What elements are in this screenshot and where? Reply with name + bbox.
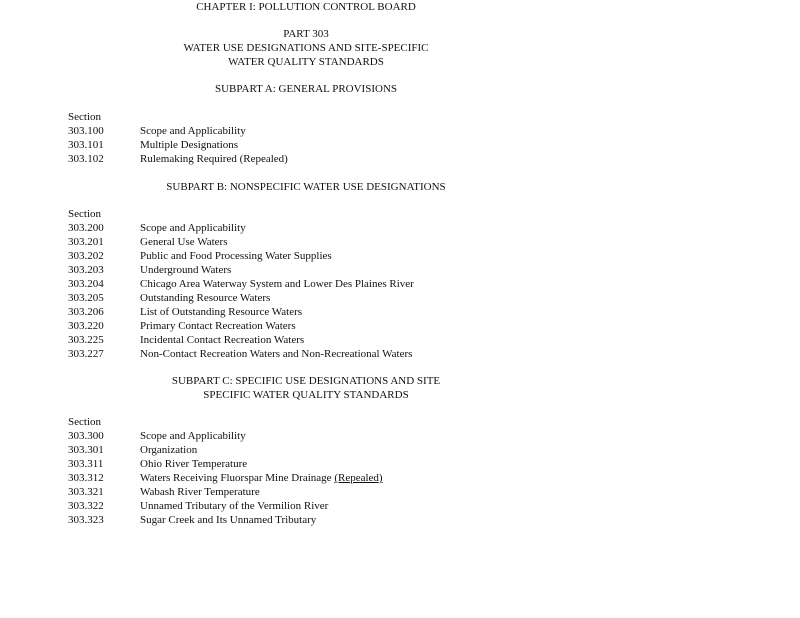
section-title: Non-Contact Recreation Waters and Non-Recreational Waters [140,348,413,360]
section-number: 303.312 [68,472,104,484]
section-title: Public and Food Processing Water Supplies [140,250,332,262]
subpart-c-section-label: Section [68,416,101,428]
section-number: 303.200 [68,222,104,234]
section-number: 303.100 [68,125,104,137]
section-number: 303.206 [68,306,104,318]
section-number: 303.321 [68,486,104,498]
chapter-heading: CHAPTER I: POLLUTION CONTROL BOARD [196,1,416,13]
subpart-a-heading: SUBPART A: GENERAL PROVISIONS [215,83,397,95]
section-title: Incidental Contact Recreation Waters [140,334,305,346]
section-number: 303.203 [68,264,104,276]
section-title: Chicago Area Waterway System and Lower Des Plaines River [140,278,414,290]
section-number: 303.323 [68,514,104,526]
subpart-b-heading: SUBPART B: NONSPECIFIC WATER USE DESIGNATIONS [166,181,446,193]
repealed-tag: (Repealed) [334,472,383,484]
section-title: Rulemaking Required (Repealed) [140,153,288,165]
section-number: 303.225 [68,334,104,346]
section-title: List of Outstanding Resource Waters [140,306,303,318]
subpart-c-heading-line-2: SPECIFIC WATER QUALITY STANDARDS [203,389,409,401]
subpart-a-section-label: Section [68,111,101,123]
section-title [140,471,383,485]
section-title: Scope and Applicability [140,125,246,137]
section-title: General Use Waters [140,236,228,248]
section-number: 303.300 [68,430,104,442]
section-number: 303.220 [68,320,104,332]
part-heading: PART 303 [283,28,329,40]
subpart-b-section-label: Section [68,208,101,220]
section-number: 303.101 [68,139,104,151]
section-title: Organization [140,444,198,456]
section-title: Scope and Applicability [140,430,246,442]
section-number: 303.201 [68,236,104,248]
section-title: Primary Contact Recreation Waters [140,320,296,332]
section-title-text: Waters Receiving Fluorspar Mine Drainage [140,472,332,484]
section-number: 303.322 [68,500,104,512]
section-number: 303.227 [68,348,104,360]
part-title-line-2: WATER QUALITY STANDARDS [228,56,384,68]
subpart-c-heading-line-1: SUBPART C: SPECIFIC USE DESIGNATIONS AND SITE [171,375,441,387]
section-title: Wabash River Temperature [140,486,260,498]
section-title: Underground Waters [140,264,232,276]
section-title: Outstanding Resource Waters [140,292,271,304]
section-title: Multiple Designations [140,139,239,151]
section-number: 303.301 [68,444,104,456]
section-title: Scope and Applicability [140,222,246,234]
section-number: 303.102 [68,153,104,165]
section-title: Unnamed Tributary of the Vermilion River [140,500,329,512]
section-number: 303.205 [68,292,104,304]
section-number: 303.311 [68,458,104,470]
section-title: Ohio River Temperature [140,458,248,470]
section-number: 303.204 [68,278,104,290]
part-title-line-1: WATER USE DESIGNATIONS AND SITE-SPECIFIC [183,42,429,54]
section-title: Sugar Creek and Its Unnamed Tributary [140,514,317,526]
section-number: 303.202 [68,250,104,262]
